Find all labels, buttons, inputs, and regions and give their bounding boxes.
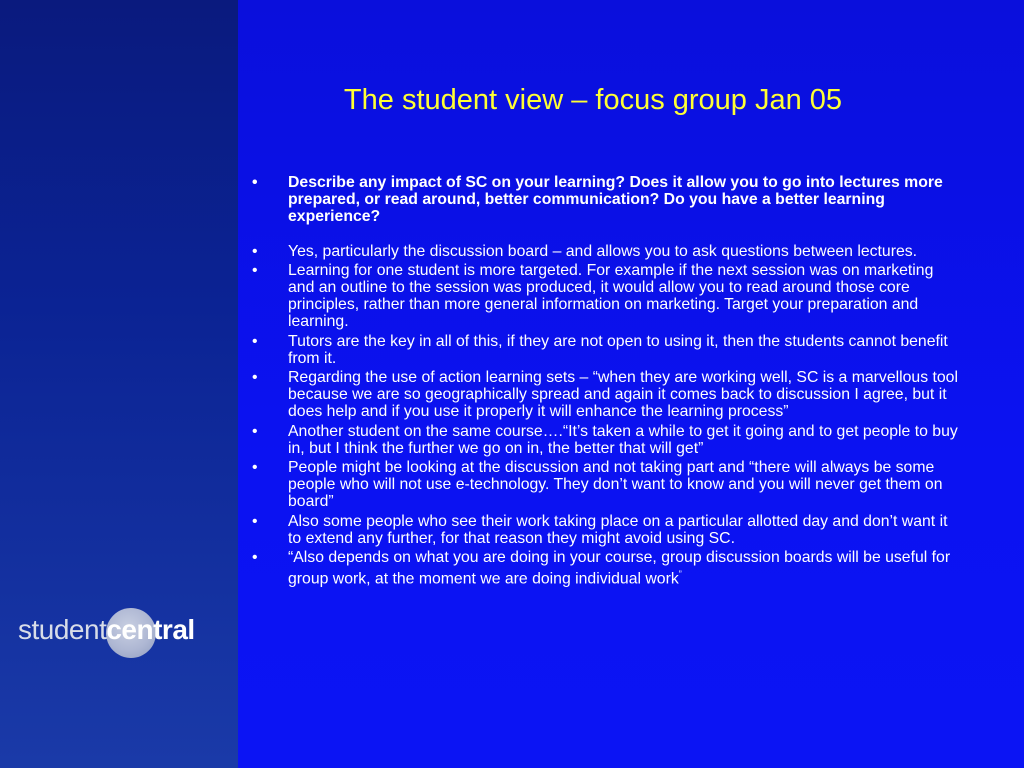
response-text: Also some people who see their work taking place on a particular allotted day and don’t want it to extend any further, for that reason they might avoid using SC. [288,512,948,547]
response-text: Learning for one student is more targeted. For example if the next session was on marketing and an outline to the session was produced, it would allow you to read around those core principles, rather than more general information on marketing. Target your preparation and learning. [288,261,934,331]
bullet-icon: • [252,332,258,350]
response-text: Tutors are the key in all of this, if they are not open to using it, then the students cannot benefit from it. [288,332,948,367]
bullet-icon: • [252,174,258,191]
bullet-icon: • [252,369,258,387]
question-bullet [252,174,964,226]
bullet-icon: • [252,512,258,530]
list-item [252,549,964,588]
closing-quote: ” [678,569,682,580]
bullet-list [252,174,964,590]
logo-text-central: central [106,614,195,645]
list-item [252,513,964,547]
response-text: “Also depends on what you are doing in your course, group discussion boards will be useful for group work, at the moment we are doing individual work [288,549,951,588]
list-item [252,262,964,331]
response-text: Regarding the use of action learning sets – “when they are working well, SC is a marvellous tool because we are so geographically spread and again it comes back to discussion I agree, but it does help and if you use it properly it will enhance the learning process” [288,369,958,421]
logo-wordmark [18,614,195,646]
response-text: Yes, particularly the discussion board – and allows you to ask questions between lectures. [288,242,918,260]
list-item [252,423,964,457]
list-item [252,243,964,260]
list-item [252,369,964,421]
studentcentral-logo [18,600,238,670]
response-text: People might be looking at the discussion and not taking part and “there will always be some people who will not use e-technology. They don’t want to know and you will never get them on board” [288,459,943,511]
bullet-icon: • [252,422,258,440]
list-item [252,459,964,511]
bullet-icon: • [252,549,258,567]
bullet-icon: • [252,261,258,279]
question-text: Describe any impact of SC on your learning? Does it allow you to go into lectures more prepared, or read around, better communication? Do you have a better learning experience? [288,174,943,226]
slide-title: The student view – focus group Jan 05 [343,84,843,116]
bullet-icon: • [252,459,258,477]
bullet-icon: • [252,242,258,260]
logo-text-student: student [18,614,107,645]
list-item [252,333,964,367]
response-text: Another student on the same course….“It’s taken a while to get it going and to get people to buy in, but I think the further we go on in, the better that will get” [288,422,958,457]
